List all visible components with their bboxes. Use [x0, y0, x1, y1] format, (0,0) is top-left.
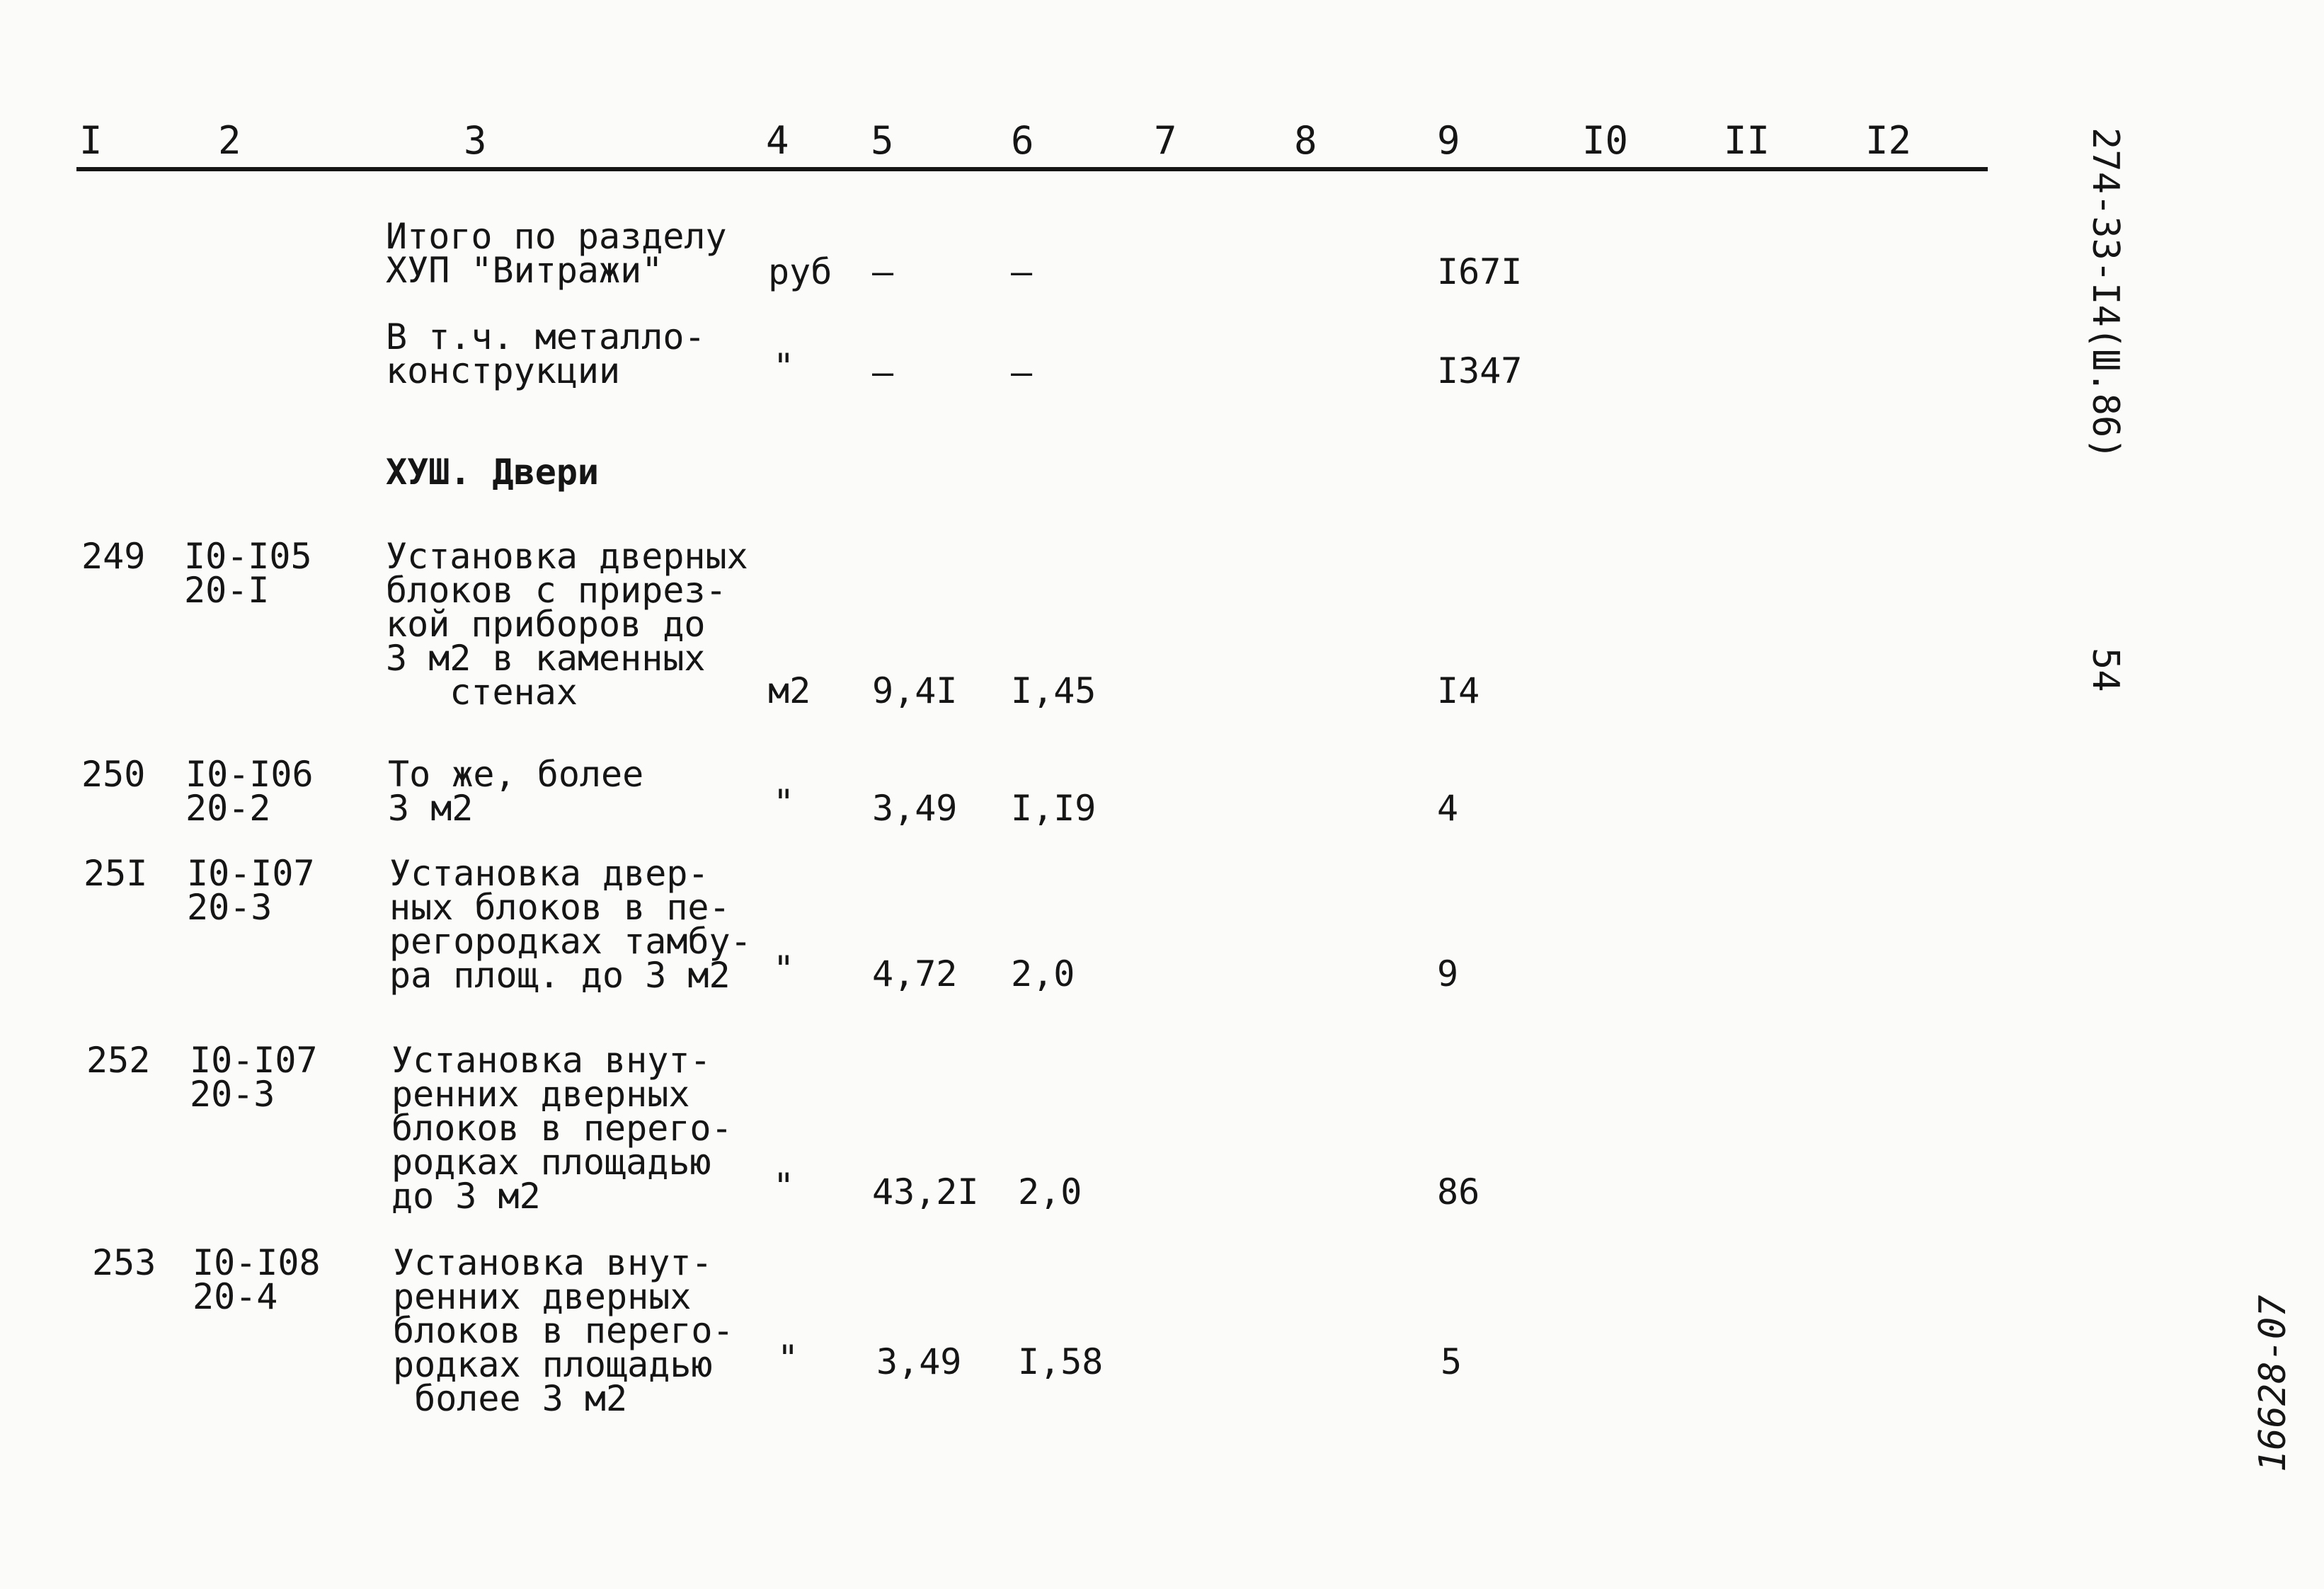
row-250-code: I0-I06 20-2	[185, 754, 314, 829]
row-253-unit: "	[777, 1338, 799, 1379]
row-metal-description: В т.ч. металло- конструкции	[386, 316, 706, 391]
row-249-num: 249	[81, 536, 146, 577]
row-total-col5: –	[872, 251, 894, 292]
row-249-col5: 9,4I	[872, 670, 958, 711]
row-metal-col6: –	[1011, 352, 1033, 393]
row-253-description: Установка внут- ренних дверных блоков в перего- родках площадью более 3 м2	[393, 1242, 734, 1419]
col-header-5: 5	[871, 118, 894, 163]
row-251-col5: 4,72	[872, 953, 958, 994]
col-header-9: 9	[1437, 118, 1460, 163]
row-251-unit: "	[773, 948, 795, 989]
col-header-1: I	[79, 118, 103, 163]
document-code: 274-33-I4(Ш.86)	[2084, 127, 2126, 460]
row-250-unit: "	[773, 782, 795, 823]
row-249-description: Установка дверных блоков с прирез- кой приборов до 3 м2 в каменных стенах	[386, 536, 748, 713]
row-252-code: I0-I07 20-3	[190, 1040, 318, 1115]
header-rule	[76, 167, 1988, 171]
row-total-col9: I67I	[1437, 251, 1523, 292]
col-header-4: 4	[766, 118, 789, 163]
row-253-col6: I,58	[1018, 1341, 1104, 1382]
col-header-3: 3	[464, 118, 487, 163]
row-252-col9: 86	[1437, 1171, 1480, 1212]
row-253-num: 253	[92, 1242, 156, 1283]
row-metal-col9: I347	[1437, 350, 1523, 391]
col-header-11: II	[1724, 118, 1770, 163]
row-251-col9: 9	[1437, 953, 1459, 994]
row-total-description: Итого по разделу ХУП "Витражи"	[386, 216, 727, 291]
col-header-6: 6	[1011, 118, 1034, 163]
row-252-col5: 43,2I	[872, 1171, 979, 1212]
row-250-col9: 4	[1437, 788, 1459, 829]
col-header-10: I0	[1582, 118, 1629, 163]
inventory-stamp: 16628-07	[2252, 1295, 2294, 1472]
col-header-7: 7	[1154, 118, 1177, 163]
col-header-12: I2	[1865, 118, 1912, 163]
row-total-col6: –	[1011, 251, 1033, 292]
row-252-unit: "	[773, 1166, 795, 1207]
row-250-col6: I,I9	[1011, 788, 1097, 829]
row-253-code: I0-I08 20-4	[193, 1242, 321, 1317]
row-251-description: Установка двер- ных блоков в пе- регородках тамбу- ра площ. до 3 м2	[389, 853, 752, 996]
row-252-description: Установка внут- ренних дверных блоков в перего- родках площадью до 3 м2	[391, 1040, 733, 1217]
row-251-code: I0-I07 20-3	[187, 853, 315, 928]
row-metal-unit: "	[773, 346, 795, 387]
row-250-col5: 3,49	[872, 788, 958, 829]
row-251-col6: 2,0	[1011, 953, 1075, 994]
row-249-col9: I4	[1437, 670, 1480, 711]
row-metal-col5: –	[872, 352, 894, 393]
col-header-2: 2	[218, 118, 241, 163]
row-253-col5: 3,49	[876, 1341, 962, 1382]
row-249-col6: I,45	[1011, 670, 1097, 711]
row-250-num: 250	[81, 754, 146, 795]
row-251-num: 25I	[84, 853, 148, 894]
row-250-description: То же, более 3 м2	[388, 754, 644, 829]
row-252-col6: 2,0	[1018, 1171, 1082, 1212]
section-heading: ХУШ. Двери	[386, 452, 600, 493]
row-249-code: I0-I05 20-I	[184, 536, 312, 611]
page-number: 54	[2084, 648, 2126, 692]
row-252-num: 252	[86, 1040, 151, 1081]
row-total-unit: руб	[768, 251, 832, 292]
row-249-unit: м2	[768, 670, 811, 711]
col-header-8: 8	[1294, 118, 1317, 163]
row-253-col9: 5	[1441, 1341, 1462, 1382]
